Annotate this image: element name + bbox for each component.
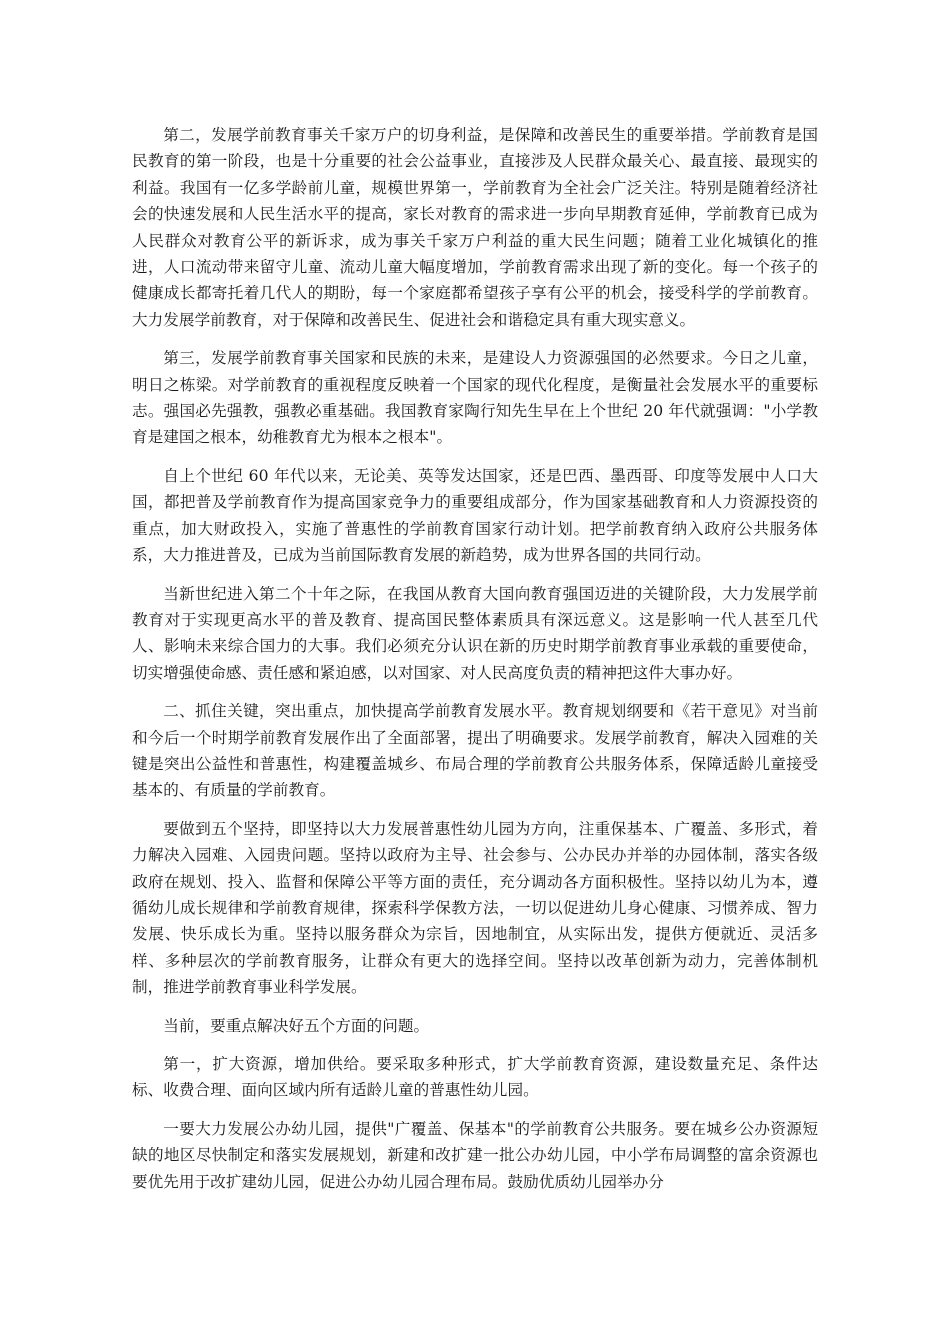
- paragraph-section-two-heading: 二、抓住关键，突出重点，加快提高学前教育发展水平。教育规划纲要和《若干意见》对当前和今后一个时期学前教育发展作出了全面部署，提出了明确要求。发展学前教育，解决入园难的关键是突出公益性和普惠性，构建覆盖城乡、布局合理的学前教育公共服务体系，保障适龄儿童接受基本的、有质量的学前教育。: [132, 702, 818, 800]
- paragraph-livelihood: 第二，发展学前教育事关千家万户的切身利益，是保障和改善民生的重要举措。学前教育是国民教育的第一阶段，也是十分重要的社会公益事业，直接涉及人民群众最关心、最直接、最现实的利益。我国有一亿多学龄前儿童，规模世界第一，学前教育为全社会广泛关注。特别是随着经济社会的快速发展和人民生活水平的提高，家长对教育的需求进一步向早期教育延伸，学前教育已成为人民群众对教育公平的新诉求，成为事关千家万户利益的重大民生问题；随着工业化城镇化的推进，人口流动带来留守儿童、流动儿童大幅度增加，学前教育需求出现了新的变化。每一个孩子的健康成长都寄托着几代人的期盼，每一个家庭都希望孩子享有公平的机会，接受科学的学前教育。大力发展学前教育，对于保障和改善民生、促进社会和谐稳定具有重大现实意义。: [132, 126, 818, 329]
- document-body: [132, 122, 818, 1207]
- paragraph-expand-resources: 第一，扩大资源，增加供给。要采取多种形式，扩大学前教育资源，建设数量充足、条件达标、收费合理、面向区域内所有适龄儿童的普惠性幼儿园。: [132, 1055, 818, 1100]
- paragraph-new-century: 当新世纪进入第二个十年之际，在我国从教育大国向教育强国迈进的关键阶段，大力发展学前教育对于实现更高水平的普及教育、提高国民整体素质具有深远意义。这是影响一代人甚至几代人、影响未来综合国力的大事。我们必须充分认识在新的历史时期学前教育事业承载的重要使命，切实增强使命感、责任感和紧迫感，以对国家、对人民高度负责的精神把这件大事办好。: [132, 584, 818, 682]
- paragraph-international-trend: 自上个世纪 60 年代以来，无论美、英等发达国家，还是巴西、墨西哥、印度等发展中人口大国，都把普及学前教育作为提高国家竞争力的重要组成部分，作为国家基础教育和人力资源投资的重点，加大财政投入，实施了普惠性的学前教育国家行动计划。把学前教育纳入政府公共服务体系，大力推进普及，已成为当前国际教育发展的新趋势，成为世界各国的共同行动。: [132, 466, 818, 565]
- paragraph-five-persistences: 要做到五个坚持，即坚持以大力发展普惠性幼儿园为方向，注重保基本、广覆盖、多形式，着力解决入园难、入园贵问题。坚持以政府为主导、社会参与、公办民办并举的办园体制，落实各级政府在规划、投入、监督和保障公平等方面的责任，充分调动各方面积极性。坚持以幼儿为本，遵循幼儿成长规律和学前教育规律，探索科学保教方法，一切以促进幼儿身心健康、习惯养成、智力发展、快乐成长为重。坚持以服务群众为宗旨，因地制宜，从实际出发，提供方便就近、灵活多样、多种层次的学前教育服务，让群众有更大的选择空间。坚持以改革创新为动力，完善体制机制，推进学前教育事业科学发展。: [132, 819, 818, 997]
- paragraph-public-kindergartens: 一要大力发展公办幼儿园，提供"广覆盖、保基本"的学前教育公共服务。要在城乡公办资源短缺的地区尽快制定和落实发展规划，新建和改扩建一批公办幼儿园，中小学布局调整的富余资源也要优先用于改扩建幼儿园，促进公办幼儿园合理布局。鼓励优质幼儿园举办分: [132, 1119, 818, 1191]
- paragraph-five-problems: 当前，要重点解决好五个方面的问题。: [163, 1016, 430, 1035]
- paragraph-national-future: 第三，发展学前教育事关国家和民族的未来，是建设人力资源强国的必然要求。今日之儿童，明日之栋梁。对学前教育的重视程度反映着一个国家的现代化程度，是衡量社会发展水平的重要标志。强国必先强教，强教必重基础。我国教育家陶行知先生早在上个世纪 20 年代就强调："小学教育是建国之根本，幼稚教育尤为根本之根本"。: [132, 349, 818, 447]
